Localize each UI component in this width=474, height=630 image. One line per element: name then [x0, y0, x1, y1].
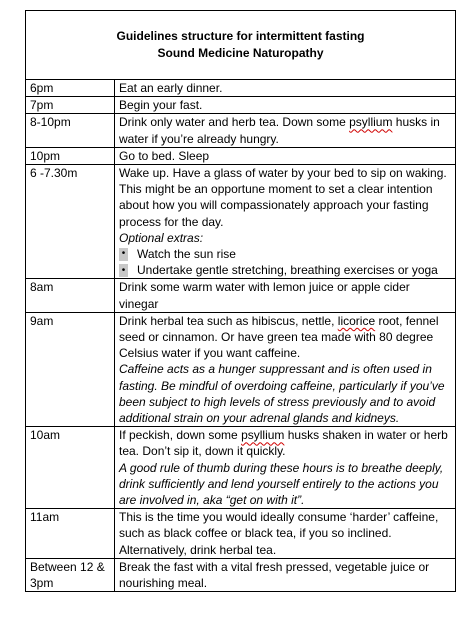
optional-extras-list — [119, 246, 452, 278]
activity-cell — [115, 165, 456, 279]
time-cell: 7pm — [26, 97, 115, 114]
time-cell: 8am — [26, 279, 115, 312]
list-item-text: Watch the sun rise — [137, 247, 236, 262]
activity-cell: Eat an early dinner. — [115, 80, 456, 97]
document-header — [26, 11, 455, 80]
activity-text-part: Drink herbal tea such as hibiscus, nettle, — [119, 313, 338, 328]
table-row — [26, 509, 455, 559]
activity-text-part: If peckish, down some — [119, 428, 242, 443]
activity-cell: Break the fast with a vital fresh pressed, vegetable juice or nourishing meal. — [115, 558, 456, 591]
table-row — [26, 279, 455, 312]
bullet-icon: • — [119, 248, 128, 261]
activity-cell: Drink some warm water with lemon juice or apple cider vinegar — [115, 279, 456, 312]
time-cell: 10am — [26, 427, 115, 509]
activity-text: Wake up. Have a glass of water by your bed to sip on waking. This might be an opportune moment to set a clear intention about how you will compassionately approach your fasting process for the day. — [119, 166, 447, 229]
spellcheck-word: licorice — [337, 313, 376, 328]
time-cell: Between 12 & 3pm — [26, 558, 115, 591]
table-row — [26, 147, 455, 164]
activity-text — [119, 313, 452, 362]
fasting-guidelines-document — [25, 10, 456, 592]
bullet-icon: • — [119, 264, 128, 277]
time-cell: 11am — [26, 509, 115, 559]
activity-text-part: husks shaken in water or herb tea. Don’t sip it, down it quickly. — [119, 428, 448, 459]
activity-cell: This is the time you would ideally consume ‘harder’ caffeine, such as black coffee or black tea, if you so inclined. Alternatively, drink herbal tea. — [115, 509, 456, 559]
time-cell: 9am — [26, 312, 115, 426]
activity-cell: Begin your fast. — [115, 97, 456, 114]
time-cell: 10pm — [26, 147, 115, 164]
table-row — [26, 312, 455, 426]
activity-cell: Go to bed. Sleep — [115, 147, 456, 164]
optional-extras-label: Optional extras: — [119, 230, 204, 245]
activity-cell — [115, 114, 456, 147]
table-row — [26, 114, 455, 147]
time-cell: 8-10pm — [26, 114, 115, 147]
spellcheck-word: psyllium — [349, 115, 393, 130]
table-row — [26, 165, 455, 279]
list-item — [119, 262, 452, 278]
list-item-text: Undertake gentle stretching, breathing exercises or yoga — [137, 263, 438, 278]
document-title: Guidelines structure for intermittent fasting — [116, 29, 365, 43]
table-row — [26, 427, 455, 509]
table-row — [26, 80, 455, 97]
table-row — [26, 558, 455, 591]
document-subtitle: Sound Medicine Naturopathy — [157, 46, 324, 60]
schedule-table — [26, 80, 455, 591]
list-item — [119, 246, 452, 262]
spellcheck-word: psyllium — [241, 428, 285, 443]
table-row — [26, 97, 455, 114]
activity-text: Drink only water and herb tea. Down some — [119, 115, 350, 130]
activity-cell — [115, 427, 456, 509]
activity-text: husks in water if you’re already hungry. — [119, 115, 440, 146]
activity-note: Caffeine acts as a hunger suppressant and is often used in fasting. Be mindful of overdoing caffeine, particularly if you’ve been subject to high levels of stress previously and to avoid additional strain on your adrenal glands and kidneys. — [119, 362, 445, 426]
activity-note: A good rule of thumb during these hours is to breathe deeply, drink sufficiently and lend yourself entirely to the actions you are involved in, aka “get on with it”. — [119, 460, 444, 508]
activity-text — [119, 427, 452, 459]
time-cell: 6 -7.30m — [26, 165, 115, 279]
activity-text-part: root, fennel seed or cinnamon. Or have green tea made with 80 degree Celsius water if you want caffeine. — [119, 313, 439, 361]
activity-cell — [115, 312, 456, 426]
time-cell: 6pm — [26, 80, 115, 97]
